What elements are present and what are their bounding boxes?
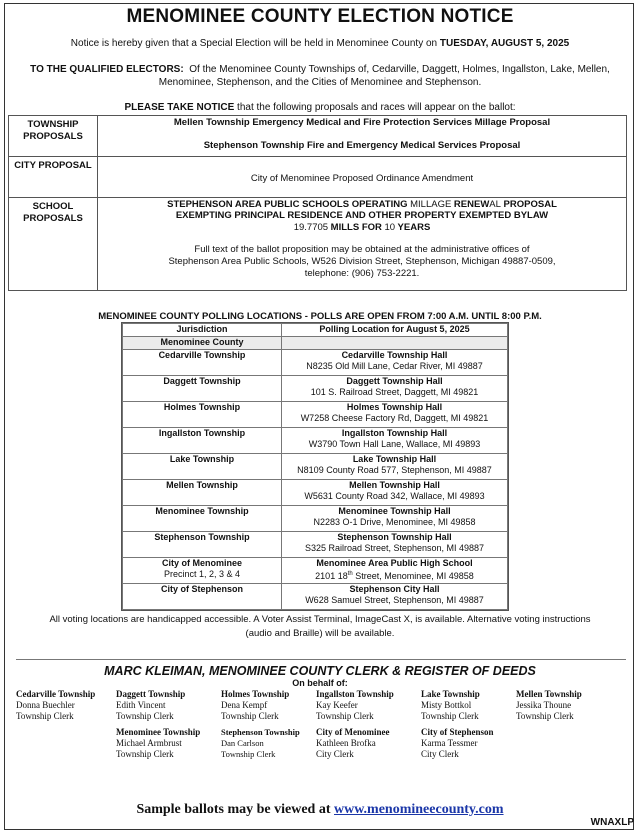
location-name: Stephenson City Hall: [349, 584, 440, 594]
electors-label: TO THE QUALIFIED ELECTORS:: [30, 64, 184, 75]
clerk-name: Kathleen Brofka: [316, 738, 376, 748]
location-address: W7258 Cheese Factory Rd, Daggett, MI 49821: [300, 413, 489, 423]
county-subheader: Menominee County: [123, 337, 282, 350]
clerk-role: Township Clerk: [16, 711, 74, 721]
school-label-line2: PROPOSALS: [23, 213, 83, 224]
notice-text: [20, 38, 620, 49]
clerk-jurisdiction: City of Menominee: [316, 727, 390, 737]
school-label-line1: SCHOOL: [32, 201, 74, 212]
school-proposals-content: [98, 198, 626, 290]
clerk-role: Township Clerk: [221, 711, 279, 721]
location-address: S325 Railroad Street, Stephenson, MI 49887: [304, 543, 485, 553]
school-proposal-line3: [98, 222, 626, 233]
county-website-link[interactable]: www.menomineecounty.com: [334, 802, 504, 817]
clerk-jurisdiction: Holmes Township: [221, 689, 290, 699]
jurisdiction-name: Mellen Township: [166, 480, 238, 490]
jurisdiction-name: Ingallston Township: [158, 428, 246, 438]
divider: [16, 659, 626, 660]
election-date: TUESDAY, AUGUST 5, 2025: [439, 38, 570, 49]
clerk-entry: [316, 727, 420, 760]
electors-paragraph: [20, 63, 620, 89]
clerk-name: Edith Vincent: [116, 700, 166, 710]
table-row: [123, 376, 508, 402]
access-line1: All voting locations are handicapped accessible. A Voter Assist Terminal, ImageCast X, is available. Alternative voting instructions: [49, 614, 591, 625]
school-proposals-row: [9, 198, 626, 290]
electors-line1: Of the Menominee County Townships of, Cedarville, Daggett, Holmes, Ingallston, Lake, Mellen,: [189, 64, 610, 75]
county-clerk-name: MARC KLEIMAN, MENOMINEE COUNTY CLERK & REGISTER OF DEEDS: [104, 664, 536, 678]
school-title-d: AL: [489, 199, 501, 210]
school-title-e: PROPOSAL: [500, 199, 557, 210]
table-row: [123, 350, 508, 376]
sample-text: Sample ballots may be viewed at: [136, 802, 334, 817]
clerk-entry: [516, 689, 620, 722]
mills-for: MILLS FOR: [328, 222, 385, 233]
clerk-name: Jessika Thoune: [516, 700, 572, 710]
location-header: Polling Location for August 5, 2025: [282, 324, 508, 337]
notice-body: Notice is hereby given that a Special Election will be held in Menominee County on: [70, 38, 440, 49]
location-address: 101 S. Railroad Street, Daggett, MI 49821: [310, 387, 479, 397]
stephenson-township-proposal: Stephenson Township Fire and Emergency Medical Services Proposal: [203, 140, 521, 151]
polling-header-row: [123, 324, 508, 337]
please-take-notice: [20, 102, 620, 113]
location-name: Daggett Township Hall: [346, 376, 443, 386]
menominee-ordinance-proposal: City of Menominee Proposed Ordinance Amendment: [250, 173, 474, 184]
school-title-a: STEPHENSON AREA PUBLIC SCHOOLS OPERATING: [167, 199, 411, 210]
location-address: N8235 Old Mill Lane, Cedar River, MI 49887: [306, 361, 483, 371]
table-row: [123, 428, 508, 454]
clerk-role: City Clerk: [421, 749, 459, 759]
clerk-entry: [316, 689, 420, 722]
years-count: 10: [384, 222, 396, 233]
township-label-line2: PROPOSALS: [23, 131, 83, 142]
mills-rate: 19.7705: [293, 222, 329, 233]
full-text-line1: Full text of the ballot proposition may be obtained at the administrative offices of: [194, 244, 530, 255]
location-name: Mellen Township Hall: [349, 480, 440, 490]
location-name: Menominee Area Public High School: [316, 558, 473, 568]
clerk-role: Township Clerk: [116, 711, 174, 721]
county-subheader-blank: [282, 337, 508, 350]
table-row: [123, 584, 508, 610]
jurisdiction-name: Holmes Township: [163, 402, 241, 412]
clerk-jurisdiction: Menominee Township: [116, 727, 201, 737]
school-proposal-title: [98, 199, 626, 210]
table-row: [123, 506, 508, 532]
clerk-role: Township Clerk: [421, 711, 479, 721]
township-proposals-label: [9, 116, 98, 156]
location-name: Menominee Township Hall: [338, 506, 451, 516]
jurisdiction-precincts: Precinct 1, 2, 3 & 4: [163, 569, 241, 579]
jurisdiction-name: Stephenson Township: [154, 532, 250, 542]
clerk-entry: [116, 727, 220, 760]
electors-line2: Menominee, Stephenson, and the Cities of Menominee and Stephenson.: [158, 77, 482, 88]
county-subheader-row: [123, 337, 508, 350]
city-proposal-label: CITY PROPOSAL: [9, 157, 98, 197]
years-word: YEARS: [395, 222, 431, 233]
table-row: [123, 532, 508, 558]
city-proposal-content: [98, 157, 626, 197]
location-address: N2283 O-1 Drive, Menominee, MI 49858: [313, 517, 476, 527]
location-address: N8109 County Road 577, Stephenson, MI 49887: [297, 465, 492, 475]
clerk-jurisdiction: Daggett Township: [116, 689, 186, 699]
proposals-table: [8, 115, 627, 291]
table-row: [123, 480, 508, 506]
location-name: Stephenson Township Hall: [337, 532, 452, 542]
publication-code: WNAXLP: [590, 817, 634, 828]
clerk-role: Township Clerk: [516, 711, 574, 721]
sample-ballots-note: [0, 802, 640, 818]
clerk-jurisdiction: Stephenson Township: [221, 727, 300, 737]
clerk-entry: [421, 727, 525, 760]
jurisdiction-header: Jurisdiction: [123, 324, 282, 337]
mellen-proposal: Mellen Township Emergency Medical and Fire Protection Services Millage Proposal: [173, 117, 551, 128]
clerk-jurisdiction: Mellen Township: [516, 689, 582, 699]
location-address: W3790 Town Hall Lane, Wallace, MI 49893: [308, 439, 481, 449]
on-behalf-of: On behalf of:: [292, 678, 348, 688]
location-name: Ingallston Township Hall: [341, 428, 448, 438]
accessibility-note: [30, 613, 610, 641]
clerk-name: Misty Bottkol: [421, 700, 472, 710]
jurisdiction-name: Lake Township: [169, 454, 235, 464]
jurisdiction-name: City of Stephenson: [160, 584, 243, 594]
please-text: that the following proposals and races will appear on the ballot:: [234, 102, 516, 113]
table-row: [123, 558, 508, 584]
school-title-b: MILLAGE: [410, 199, 452, 210]
clerk-entry: [221, 689, 325, 722]
full-text-line2: Stephenson Area Public Schools, W526 Division Street, Stephenson, Michigan 49887-0509,: [168, 256, 556, 267]
address-ordinal: th: [347, 571, 353, 577]
polling-locations-table: [121, 322, 509, 611]
address-rest: Street, Menominee, MI 49858: [352, 571, 474, 581]
clerk-name: Dena Kempf: [221, 700, 268, 710]
location-address: [282, 569, 507, 582]
full-text-line3: telephone: (906) 753-2221.: [304, 268, 420, 279]
clerk-entry: [421, 689, 525, 722]
address-number: 2101 18: [315, 571, 348, 581]
school-proposal-line2: EXEMPTING PRINCIPAL RESIDENCE AND OTHER PROPERTY EXEMPTED BYLAW: [175, 210, 549, 221]
clerk-role: Township Clerk: [316, 711, 374, 721]
location-address: W5631 County Road 342, Wallace, MI 49893: [304, 491, 485, 501]
clerk-name: Dan Carlson: [221, 738, 264, 748]
clerk-jurisdiction: Lake Township: [421, 689, 480, 699]
clerk-name: Kay Keefer: [316, 700, 358, 710]
clerk-name: Karma Tessmer: [421, 738, 478, 748]
clerk-entry: [16, 689, 120, 722]
clerk-jurisdiction: Ingallston Township: [316, 689, 394, 699]
please-label: PLEASE TAKE NOTICE: [124, 102, 235, 113]
clerk-role: City Clerk: [316, 749, 354, 759]
table-row: [123, 454, 508, 480]
location-name: Holmes Township Hall: [346, 402, 443, 412]
school-proposals-label: [9, 198, 98, 290]
jurisdiction-name: Cedarville Township: [158, 350, 246, 360]
jurisdiction-name: Menominee Township: [155, 506, 249, 516]
clerk-jurisdiction: City of Stephenson: [421, 727, 494, 737]
clerk-name: Michael Armbrust: [116, 738, 182, 748]
school-title-c: RENEW: [451, 199, 490, 210]
location-name: Lake Township Hall: [352, 454, 437, 464]
city-proposal-row: [9, 157, 626, 198]
clerk-jurisdiction: Cedarville Township: [16, 689, 96, 699]
clerk-name: Donna Buechler: [16, 700, 75, 710]
clerk-entry: [221, 727, 325, 760]
jurisdiction-name: City of Menominee: [161, 558, 242, 568]
table-row: [123, 402, 508, 428]
access-line2: (audio and Braille) will be available.: [245, 628, 395, 639]
page-title: MENOMINEE COUNTY ELECTION NOTICE: [126, 6, 514, 27]
township-proposals-content: [98, 116, 626, 156]
location-name: Cedarville Township Hall: [341, 350, 448, 360]
polling-heading: MENOMINEE COUNTY POLLING LOCATIONS - POLLS ARE OPEN FROM 7:00 A.M. UNTIL 8:00 P.M.: [98, 311, 542, 322]
township-proposals-row: [9, 116, 626, 157]
clerk-entry: [116, 689, 220, 722]
clerk-role: Township Clerk: [116, 749, 174, 759]
jurisdiction-name: Daggett Township: [163, 376, 241, 386]
location-address: W628 Samuel Street, Stephenson, MI 49887: [305, 595, 484, 605]
township-label-line1: TOWNSHIP: [27, 119, 79, 130]
clerk-role: Township Clerk: [221, 749, 276, 759]
